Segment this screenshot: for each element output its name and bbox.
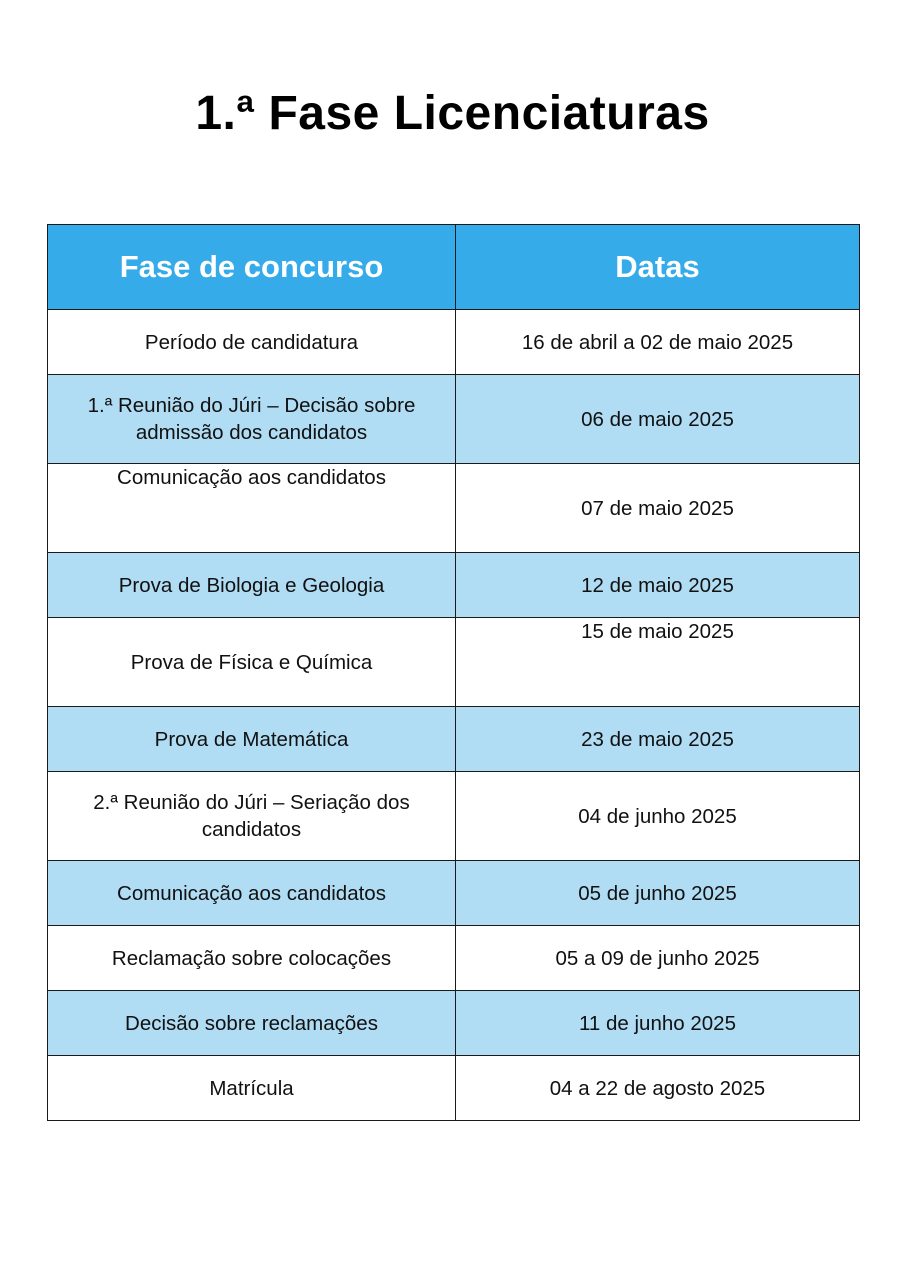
table-row: [48, 861, 860, 926]
column-header-phase: Fase de concurso: [48, 225, 456, 310]
column-header-dates: Datas: [456, 225, 860, 310]
table-header-row: [48, 225, 860, 310]
date-cell: 07 de maio 2025: [456, 464, 860, 553]
table-row: [48, 553, 860, 618]
phase-cell: Prova de Biologia e Geologia: [48, 553, 456, 618]
phase-cell: 2.ª Reunião do Júri – Seriação dos candidatos: [48, 772, 456, 861]
phase-cell: Prova de Física e Química: [48, 618, 456, 707]
date-cell: 23 de maio 2025: [456, 707, 860, 772]
date-cell: 05 de junho 2025: [456, 861, 860, 926]
table-row: [48, 772, 860, 861]
phase-cell: Reclamação sobre colocações: [48, 926, 456, 991]
table-row: [48, 991, 860, 1056]
phase-cell: Comunicação aos candidatos: [48, 464, 456, 553]
date-cell: 04 de junho 2025: [456, 772, 860, 861]
table-row: [48, 464, 860, 553]
page-title: 1.ª Fase Licenciaturas: [195, 87, 710, 140]
phase-cell: Comunicação aos candidatos: [48, 861, 456, 926]
date-cell: 15 de maio 2025: [456, 618, 860, 707]
date-cell: 05 a 09 de junho 2025: [456, 926, 860, 991]
phase-cell: Prova de Matemática: [48, 707, 456, 772]
date-cell: 11 de junho 2025: [456, 991, 860, 1056]
phase-cell: Matrícula: [48, 1056, 456, 1121]
date-cell: 12 de maio 2025: [456, 553, 860, 618]
phase-cell: Período de candidatura: [48, 310, 456, 375]
date-cell: 04 a 22 de agosto 2025: [456, 1056, 860, 1121]
phase-cell: Decisão sobre reclamações: [48, 991, 456, 1056]
table-row: [48, 375, 860, 464]
date-cell: 06 de maio 2025: [456, 375, 860, 464]
date-cell: 16 de abril a 02 de maio 2025: [456, 310, 860, 375]
table-row: [48, 310, 860, 375]
table-row: [48, 926, 860, 991]
table-row: [48, 707, 860, 772]
table-row: [48, 618, 860, 707]
schedule-table: [47, 224, 860, 1121]
phase-cell: 1.ª Reunião do Júri – Decisão sobre admissão dos candidatos: [48, 375, 456, 464]
table-row: [48, 1056, 860, 1121]
